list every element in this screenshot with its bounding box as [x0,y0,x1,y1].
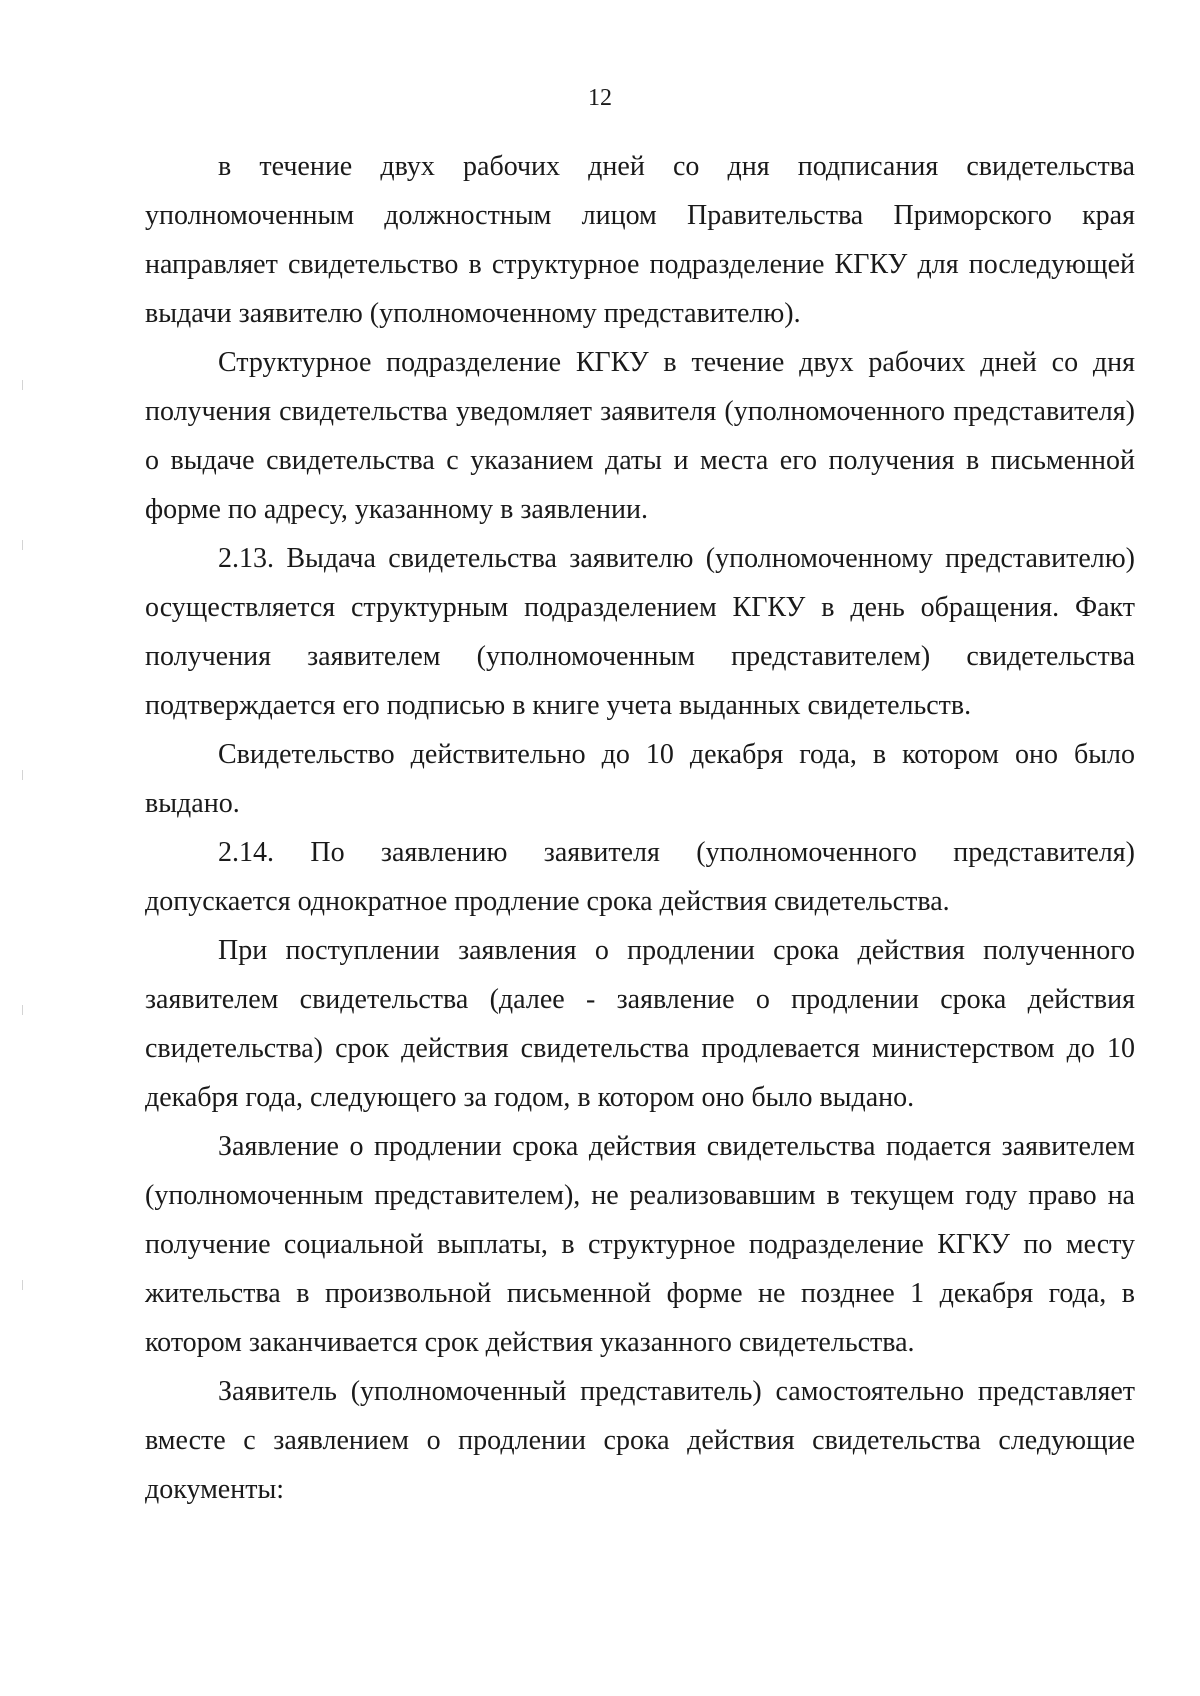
paragraph: Структурное подразделение КГКУ в течение двух рабочих дней со дня получения свидетельства уведомляет заявителя (уполномоченного представителя) о выдаче свидетельства с указанием даты и места его получения в письменной форме по адресу, указанному в заявлении. [145,347,1135,525]
margin-mark [22,1005,23,1015]
margin-mark [22,380,23,390]
paragraph: 2.14. По заявлению заявителя (уполномоченного представителя) допускается однократное продление срока действия свидетельства. [145,837,1135,917]
margin-mark [22,1280,23,1290]
paragraph: Заявление о продлении срока действия свидетельства подается заявителем (уполномоченным представителем), не реализовавшим в текущем году право на получение социальной выплаты, в структурное подразделение КГКУ по месту жительства в произвольной письменной форме не позднее 1 декабря года, в котором заканчивается срок действия указанного свидетельства. [145,1131,1135,1358]
paragraph: При поступлении заявления о продлении срока действия полученного заявителем свидетельства (далее - заявление о продлении срока действия свидетельства) срок действия свидетельства продлевается министерством до 10 декабря года, следующего за годом, в котором оно было выдано. [145,935,1135,1113]
paragraph: в течение двух рабочих дней со дня подписания свидетельства уполномоченным должностным лицом Правительства Приморского края направляет свидетельство в структурное подразделение КГКУ для последующей выдачи заявителю (уполномоченному представителю). [145,151,1135,329]
paragraph: 2.13. Выдача свидетельства заявителю (уполномоченному представителю) осуществляется структурным подразделением КГКУ в день обращения. Факт получения заявителем (уполномоченным представителем) свидетельства подтверждается его подписью в книге учета выданных свидетельств. [145,543,1135,721]
paragraph: Заявитель (уполномоченный представитель) самостоятельно представляет вместе с заявлением о продлении срока действия свидетельства следующие документы: [145,1376,1135,1505]
margin-mark [22,540,23,550]
page-number: 12 [588,85,612,111]
document-body [145,142,1135,1514]
margin-marks [22,0,26,1696]
margin-mark [22,770,23,780]
paragraph: Свидетельство действительно до 10 декабря года, в котором оно было выдано. [145,739,1135,819]
